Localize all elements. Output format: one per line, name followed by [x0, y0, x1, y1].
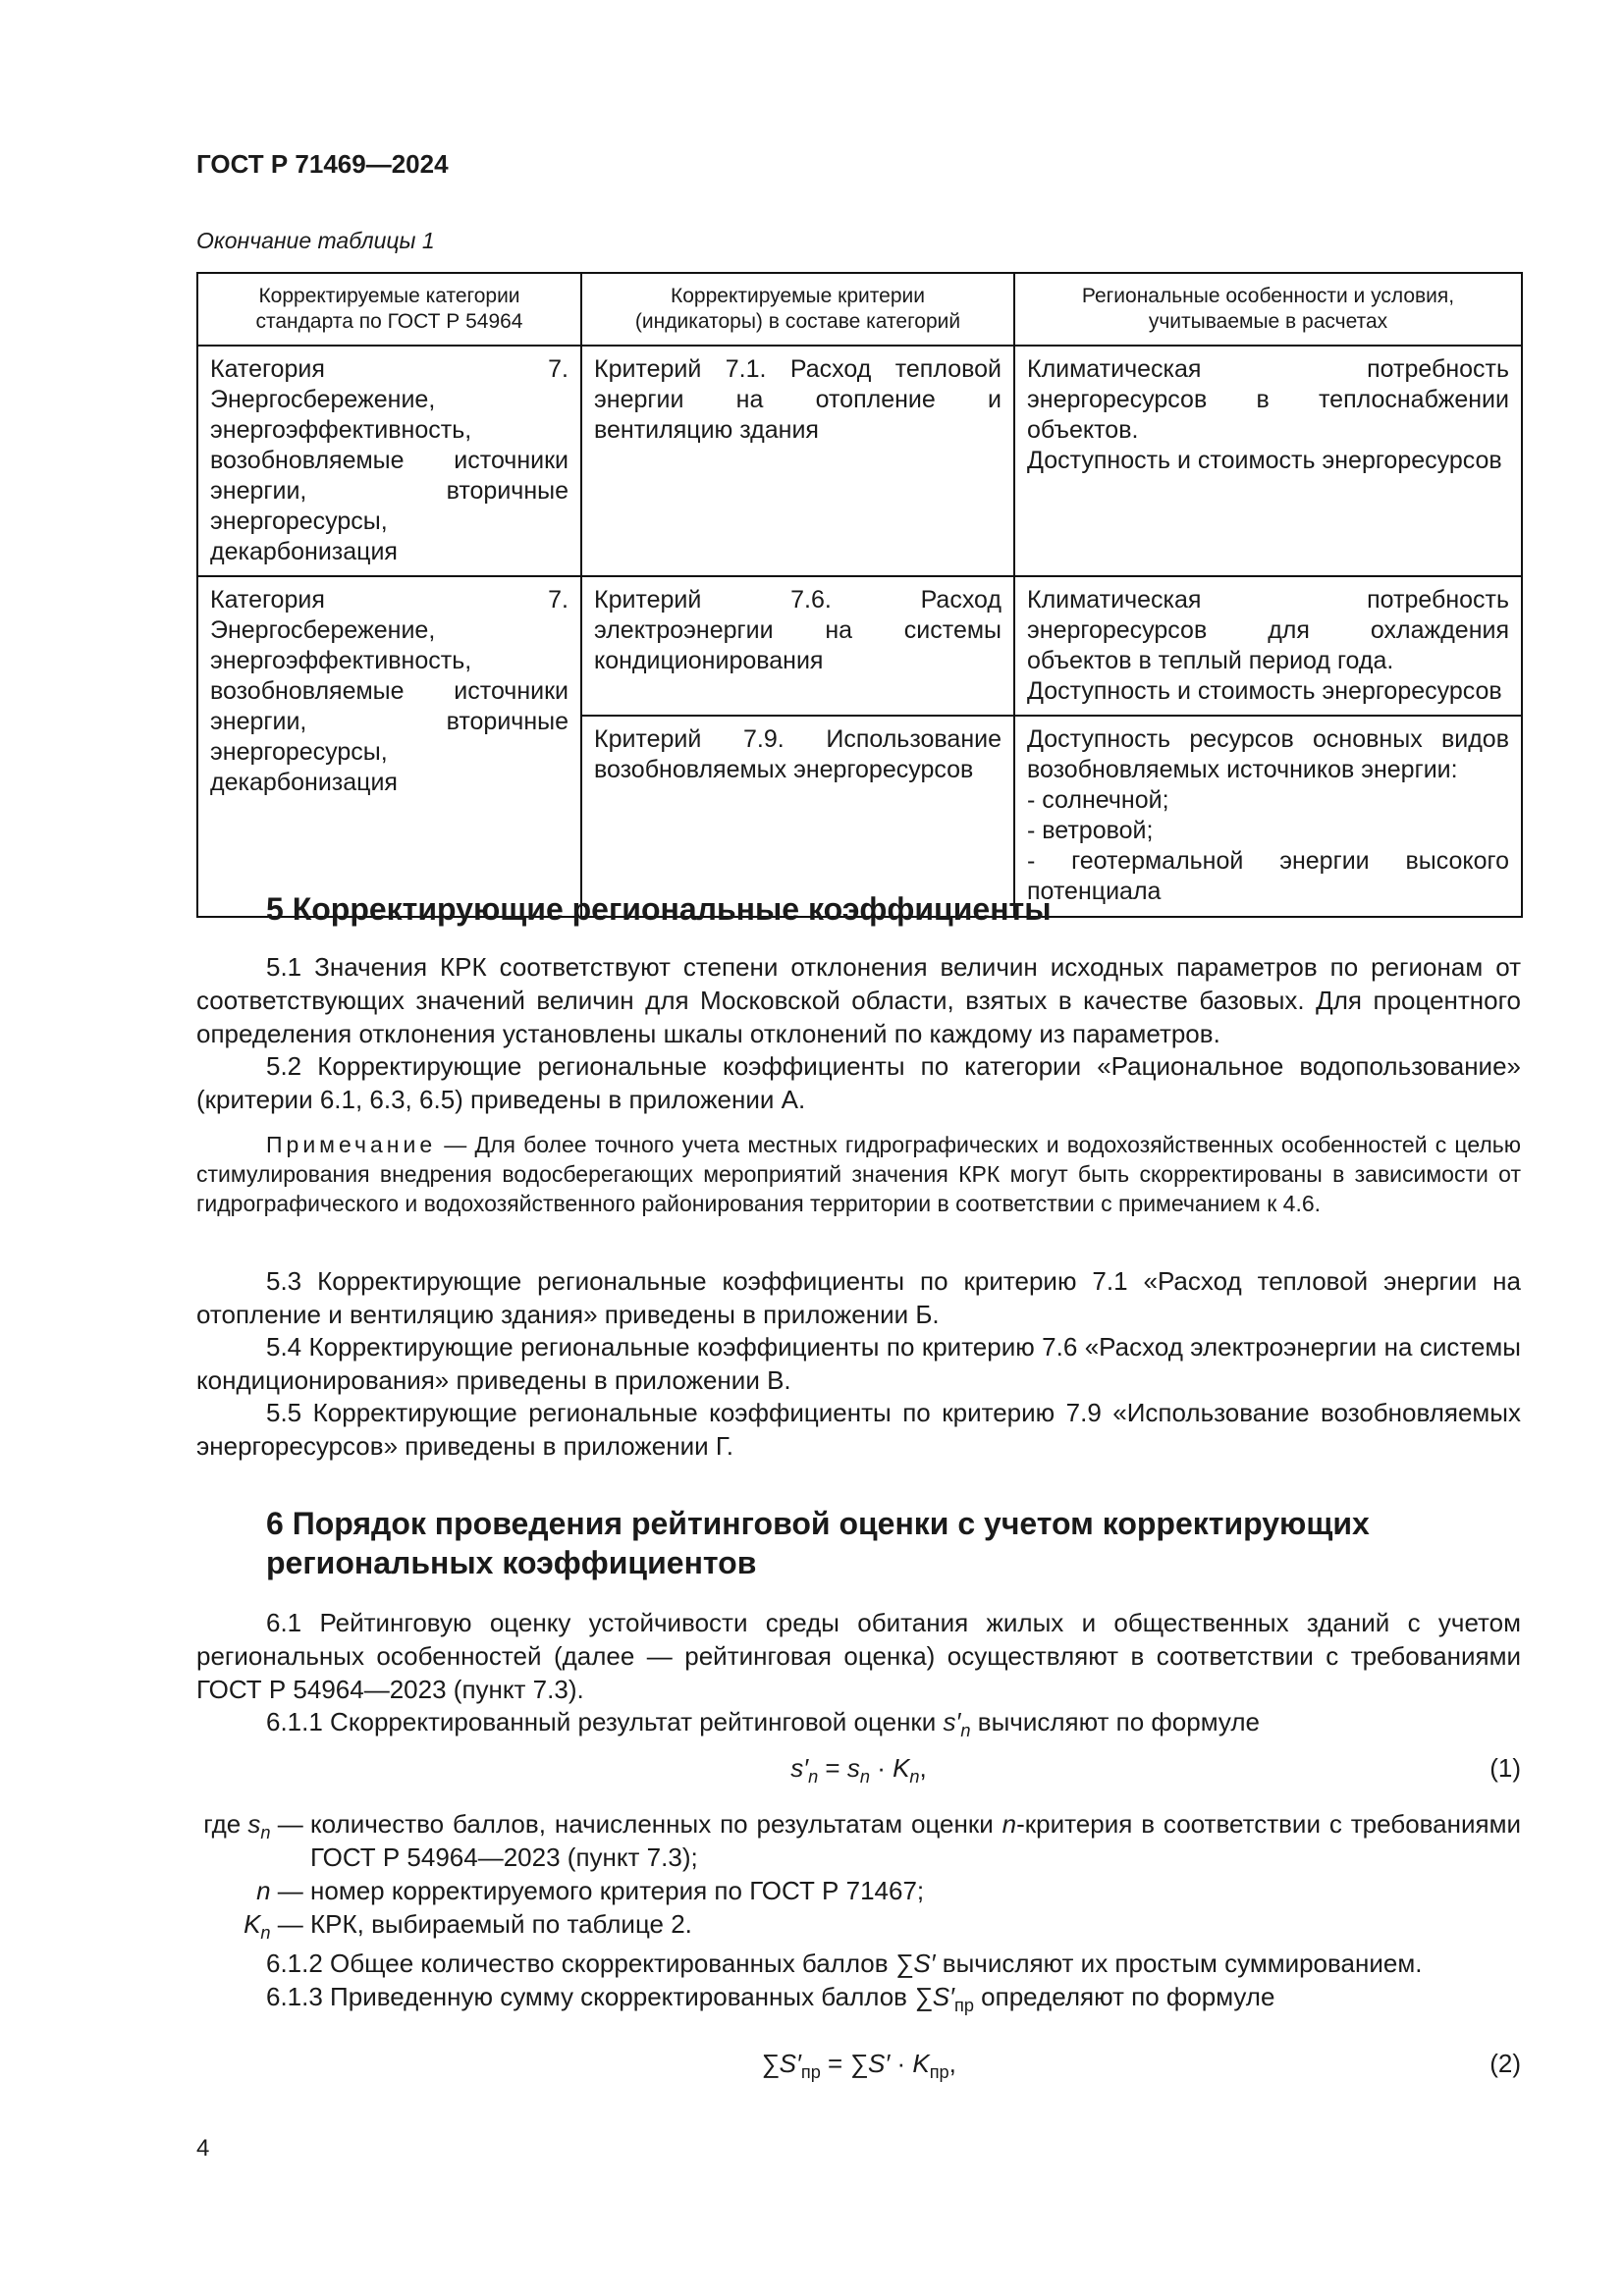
section-5-title: 5 Корректирующие региональные коэффициенты	[266, 891, 1052, 927]
where-list	[196, 1807, 1521, 1941]
criteria-table	[196, 272, 1523, 918]
equation-number-2: (2)	[1489, 2049, 1521, 2078]
paragraph-6-1-2: 6.1.2 Общее количество скорректированных баллов ∑S′ вычисляют их простым суммированием.	[266, 1949, 1423, 1978]
table-header-row	[197, 273, 1522, 346]
formula-1: $s'_n = s_n \cdot K_n$, (1)	[790, 1753, 1521, 1787]
table-cell: Климатическая потребность энергоресурсов для охлаждения объектов в теплый период года. Доступность и стоимость энергоресурсов	[1014, 576, 1522, 716]
table-cell: Категория 7. Энергосбережение, энергоэффективность, возобновляемые источники энергии, вторичные энергоресурсы, декарбонизация	[197, 576, 581, 917]
note	[196, 1130, 1521, 1218]
paragraph-6-1-3: 6.1.3 Приведенную сумму скорректированных баллов $\sum S'_{пр}$ определяют по формуле	[266, 1982, 1275, 2015]
inline-symbol: $s'_n$	[943, 1707, 971, 1740]
paragraph-5-3: 5.3 Корректирующие региональные коэффициенты по критерию 7.1 «Расход тепловой энергии на отопление и вентиляцию здания» приведены в приложении Б.	[196, 1266, 1521, 1329]
paragraph-5-4: 5.4 Корректирующие региональные коэффициенты по критерию 7.6 «Расход электроэнергии на системы кондиционирования» приведены в приложении В.	[196, 1332, 1521, 1395]
table-cell: Климатическая потребность энергоресурсов в теплоснабжении объектов. Доступность и стоимость энергоресурсов	[1014, 346, 1522, 576]
header-cell-criteria: Корректируемые критерии (индикаторы) в составе категорий	[581, 273, 1014, 346]
table-cell: Критерий 7.1. Расход тепловой энергии на отопление и вентиляцию здания	[581, 346, 1014, 576]
note-text: — Для более точного учета местных гидрографических и водохозяйственных особенностей с целью стимулирования внедрения водосберегающих мероприятий значения КРК могут быть скорректированы в зависимости от гидрографического и водохозяйственного районирования территории в соответствии с примечанием к 4.6.	[196, 1132, 1521, 1216]
paragraph-5-5: 5.5 Корректирующие региональные коэффициенты по критерию 7.9 «Использование возобновляемых энергоресурсов» приведены в приложении Г.	[196, 1398, 1521, 1461]
paragraph-5-2: 5.2 Корректирующие региональные коэффициенты по категории «Рациональное водопользование» (критерии 6.1, 6.3, 6.5) приведены в приложении А.	[196, 1051, 1521, 1114]
table-caption: Окончание таблицы 1	[196, 228, 435, 253]
table-cell: Критерий 7.6. Расход электроэнергии на системы кондиционирования	[581, 576, 1014, 716]
where-item: $K_n$ — КРК, выбираемый по таблице 2.	[244, 1909, 692, 1943]
where-item: где $s_n$ — количество баллов, начисленных по результатам оценки n-критерия в соответствии с требованиями ГОСТ Р 54964—2023 (пункт 7.3);	[203, 1809, 1521, 1872]
header-cell-categories: Корректируемые категории стандарта по ГОСТ Р 54964	[197, 273, 581, 346]
table-row	[197, 346, 1522, 576]
note-label: Примечание	[266, 1132, 437, 1157]
where-item: n — номер корректируемого критерия по ГОСТ Р 71467;	[256, 1876, 925, 1905]
page-number: 4	[196, 2135, 210, 2162]
formula-2: $\sum S'_{пр} = \sum S' \cdot K_{пр}$, (2)	[761, 2049, 1521, 2082]
paragraph-5-1: 5.1 Значения КРК соответствуют степени отклонения величин исходных параметров по регионам от соответствующих значений величин для Московской области, взятых в качестве базовых. Для процентного определения отклонения установлены шкалы отклонений по каждому из параметров.	[196, 952, 1521, 1048]
equation-number-1: (1)	[1489, 1753, 1521, 1783]
table-cell: Категория 7. Энергосбережение, энергоэффективность, возобновляемые источники энергии, вторичные энергоресурсы, декарбонизация	[197, 346, 581, 576]
document-code: ГОСТ Р 71469—2024	[196, 149, 449, 179]
paragraph-6-1-1: 6.1.1 Скорректированный результат рейтинговой оценки $s'_n$ вычисляют по формуле	[266, 1707, 1260, 1740]
section-6-title: 6 Порядок проведения рейтинговой оценки с учетом корректирующих региональных коэффициентов	[266, 1506, 1370, 1580]
table-row	[197, 576, 1522, 716]
header-cell-regional: Региональные особенности и условия, учитываемые в расчетах	[1014, 273, 1522, 346]
table-cell: Критерий 7.9. Использование возобновляемых энергоресурсов	[581, 716, 1014, 917]
table-cell: Доступность ресурсов основных видов возобновляемых источников энергии: - солнечной; - ветровой; - геотермальной энергии высокого потенциала	[1014, 716, 1522, 917]
paragraph-6-1: 6.1 Рейтинговую оценку устойчивости среды обитания жилых и общественных зданий с учетом региональных особенностей (далее — рейтинговая оценка) осуществляют в соответствии с требованиями ГОСТ Р 54964—2023 (пункт 7.3).	[196, 1608, 1521, 1704]
